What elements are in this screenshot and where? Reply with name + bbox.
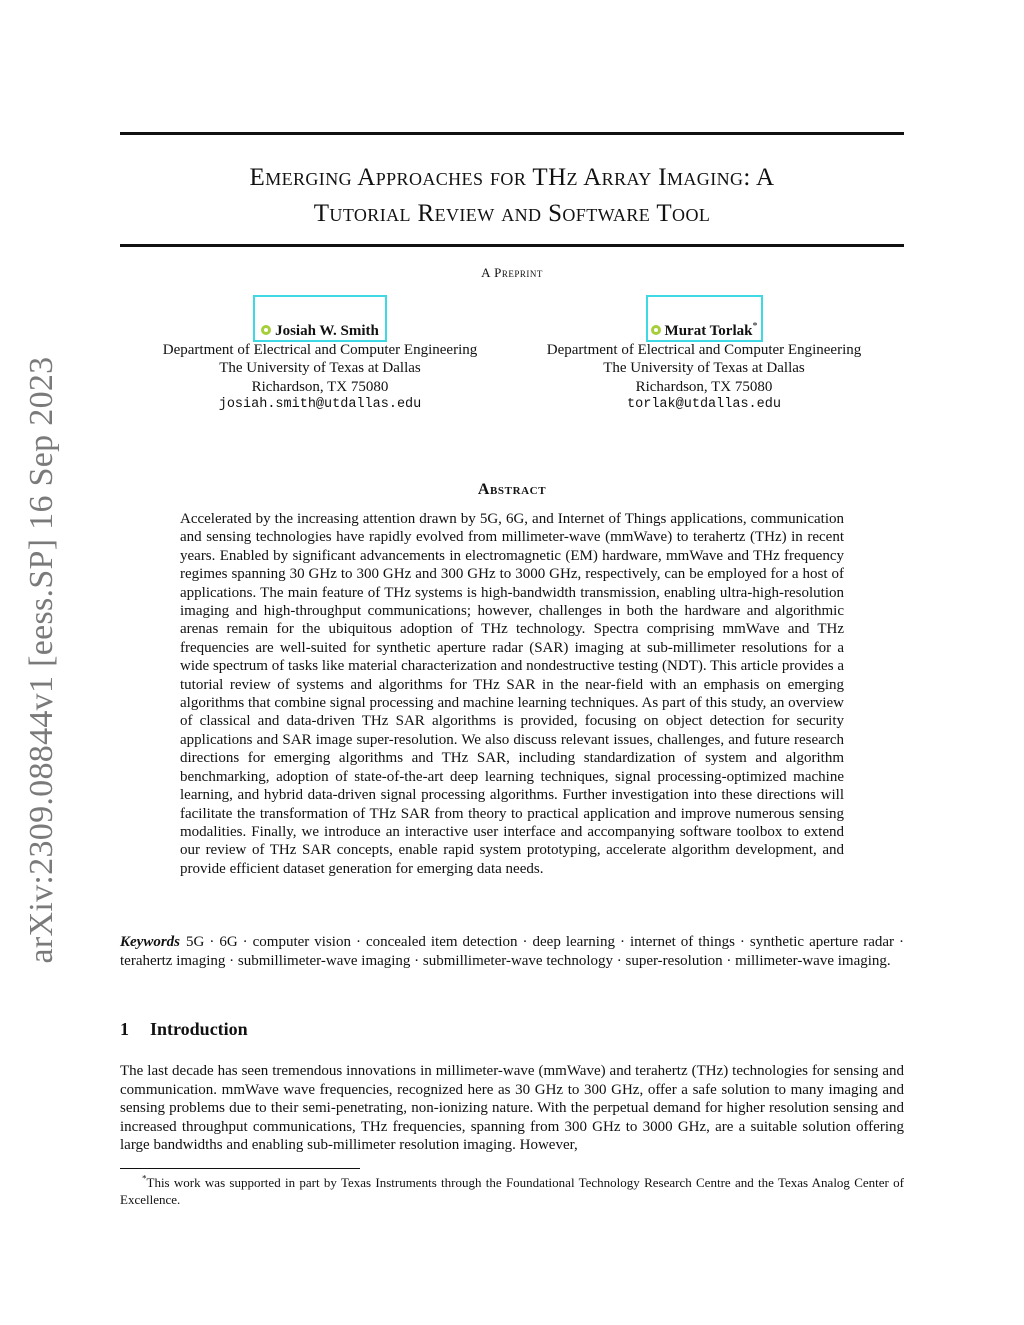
author-city-1: Richardson, TX 75080 (251, 378, 389, 395)
author-univ-1: The University of Texas at Dallas (219, 360, 421, 376)
author-block-1 (130, 322, 510, 415)
paper-title (120, 160, 904, 232)
author-block-2 (514, 322, 894, 415)
author-email-2[interactable]: torlak@utdallas.edu (627, 397, 781, 412)
author-name-2[interactable]: Murat Torlak (664, 323, 753, 339)
keywords-label: Keywords (120, 934, 180, 950)
author-footnote-mark[interactable]: * (752, 321, 758, 332)
keywords (120, 933, 904, 970)
author-email-1[interactable]: josiah.smith@utdallas.edu (218, 397, 422, 412)
title-rule-top (120, 132, 904, 135)
preprint-label: A Preprint (481, 265, 543, 280)
title-rule-bottom (120, 244, 904, 247)
abstract-body: Accelerated by the increasing attention drawn by 5G, 6G, and Internet of Things applications, communication and sensing technologies have rapidly evolved from millimeter-wave (mmWave) to terahertz (THz) in recent years. Enabled by significant advancements in electromagnetic (EM) hardware, mmWave and THz frequency regimes spanning 30 GHz to 300 GHz and 300 GHz to 3000 GHz, respectively, can be employed for a host of applications. The main feature of THz systems is high-bandwidth transmission, enabling ultra-high-resolution imaging and high-throughput communications; however, challenges in both the hardware and algorithmic arenas remain for the ubiquitous adoption of THz technology. Spectra comprising mmWave and THz frequencies are well-suited for synthetic aperture radar (SAR) imaging at sub-millimeter resolutions for a wide spectrum of tasks like material characterization and nondestructive testing (NDT). This article provides a tutorial review of systems and algorithms for THz SAR in the near-field with an emphasis on emerging algorithms that combine signal processing and machine learning techniques. As part of this study, an overview of classical and data-driven THz SAR algorithms is provided, focusing on object detection for security applications and SAR image super-resolution. We also discuss relevant issues, challenges, and future research directions for emerging algorithms and THz SAR, including standardization of system and algorithm benchmarking, adoption of state-of-the-art deep learning techniques, signal processing-optimized machine learning, and hybrid data-driven signal processing algorithms. Further investigation into these directions will facilitate the transformation of THz SAR from theory to practical application and improve numerous sensing modalities. Finally, we introduce an interactive user interface and accompanying software toolbox to extend our review of THz SAR concepts, enable rapid system prototyping, accelerate algorithm development, and provide efficient dataset generation for emerging data needs. (180, 511, 844, 877)
keywords-list: 5G · 6G · computer vision · concealed item detection · deep learning · internet of things · synthetic aperture radar · terahertz imaging · submillimeter-wave imaging · submillimeter-wave technology · super-resolution · millimeter-wave imaging. (120, 934, 904, 969)
introduction-paragraph: The last decade has seen tremendous innovations in millimeter-wave (mmWave) and terahertz (THz) technologies for sensing and communication. mmWave wave frequencies, recognized here as 30 GHz to 300 GHz, offer a safe solution to many imaging and sensing problems due to their semi-penetrating, non-ionizing nature. With the perpetual demand for higher resolution sensing and increased throughput communications, THz frequencies, spanning from 300 GHz to 3000 GHz, are a suitable solution offering large bandwidths and enabling sub-millimeter resolution imaging. However, (120, 1063, 904, 1153)
author-dept-2: Department of Electrical and Computer Engineering (546, 341, 862, 358)
paper-title-line-2: Tutorial Review and Software Tool (313, 200, 711, 227)
orcid-icon[interactable] (261, 325, 271, 335)
section-heading (120, 1019, 248, 1040)
footnote-text: This work was supported in part by Texas Instruments through the Foundational Technology Research Centre and the Texas Analog Center of Excellence. (120, 1175, 904, 1207)
author-city-2: Richardson, TX 75080 (635, 378, 773, 395)
author-dept-1: Department of Electrical and Computer Engineering (162, 341, 478, 358)
section-number: 1 (120, 1019, 129, 1039)
footnote-mark: * (142, 1173, 147, 1184)
section-title: Introduction (150, 1019, 248, 1039)
footnote-rule (120, 1168, 360, 1169)
abstract-heading: Abstract (477, 481, 547, 498)
footnote (120, 1174, 904, 1208)
author-univ-2: The University of Texas at Dallas (603, 360, 805, 376)
orcid-icon[interactable] (651, 325, 661, 335)
paper-title-line-1: Emerging Approaches for THz Array Imaging: A (249, 164, 775, 191)
arxiv-identifier: arXiv:2309.08844v1 [eess.SP] 16 Sep 2023 (23, 356, 60, 964)
author-name-1[interactable]: Josiah W. Smith (275, 323, 379, 339)
